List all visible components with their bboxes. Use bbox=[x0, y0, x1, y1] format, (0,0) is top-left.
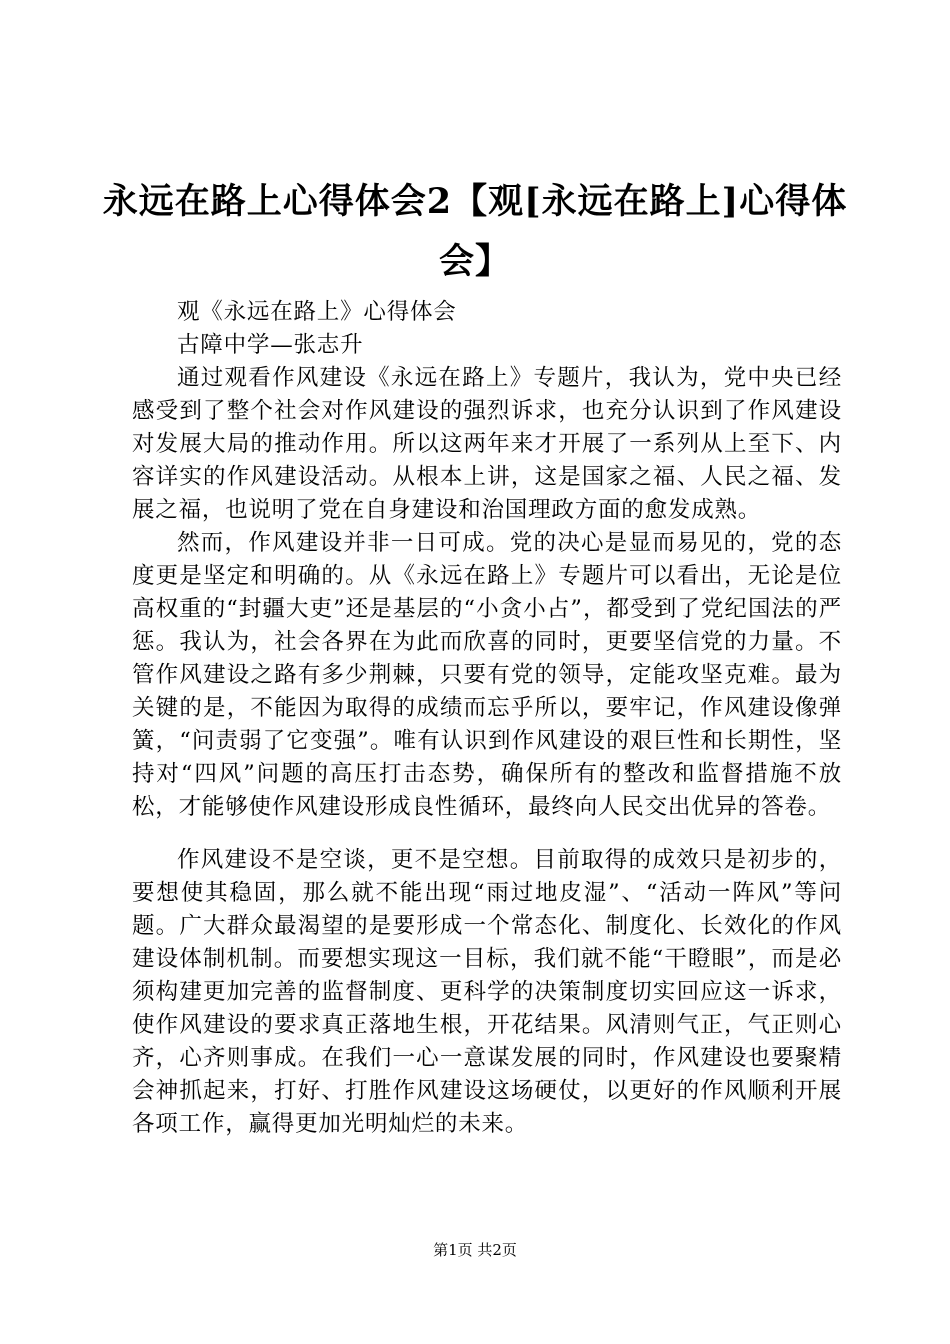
page-indicator: 第1页 共2页 bbox=[433, 1241, 517, 1259]
author-line: 古障中学—张志升 bbox=[177, 332, 364, 358]
document-title: 永远在路上心得体会2【观[永远在路上]心得体会】 bbox=[102, 181, 848, 282]
paragraph-2: 然而，作风建设并非一日可成。党的决心是显而易见的，党的态度更是坚定和明确的。从《永远在路上》专题片可以看出，无论是位高权重的“封疆大吏”还是基层的“小贪小占”，都受到了党纪国法的严惩。我认为，社会各界在为此而欣喜的同时，更要坚信党的力量。不管作风建设之路有多少荆棘，只要有党的领导，定能攻坚克难。最为关键的是，不能因为取得的成绩而忘乎所以，要牢记，作风建设像弹簧，“问责弱了它变强”。唯有认识到作风建设的艰巨性和长期性，坚持对“四风”问题的高压打击态势，确保所有的整改和监督措施不放松，才能够使作风建设形成良性循环，最终向人民交出优异的答卷。 bbox=[132, 530, 842, 820]
paragraph-1: 通过观看作风建设《永远在路上》专题片，我认为，党中央已经感受到了整个社会对作风建设的强烈诉求，也充分认识到了作风建设对发展大局的推动作用。所以这两年来才开展了一系列从上至下、内容详实的作风建设活动。从根本上讲，这是国家之福、人民之福、发展之福，也说明了党在自身建设和治国理政方面的愈发成熟。 bbox=[132, 365, 842, 523]
page-footer bbox=[0, 1240, 950, 1260]
paragraph-3: 作风建设不是空谈，更不是空想。目前取得的成效只是初步的，要想使其稳固，那么就不能出现“雨过地皮湿”、“活动一阵风”等问题。广大群众最渴望的是要形成一个常态化、制度化、长效化的作风建设体制机制。而要想实现这一目标，我们就不能“干瞪眼”，而是必须构建更加完善的监督制度、更科学的决策制度切实回应这一诉求，使作风建设的要求真正落地生根，开花结果。风清则气正，气正则心齐，心齐则事成。在我们一心一意谋发展的同时，作风建设也要聚精会神抓起来，打好、打胜作风建设这场硬仗，以更好的作风顺利开展各项工作，赢得更加光明灿烂的未来。 bbox=[132, 847, 842, 1137]
subtitle: 观《永远在路上》心得体会 bbox=[177, 299, 457, 325]
document-body bbox=[132, 296, 842, 1141]
